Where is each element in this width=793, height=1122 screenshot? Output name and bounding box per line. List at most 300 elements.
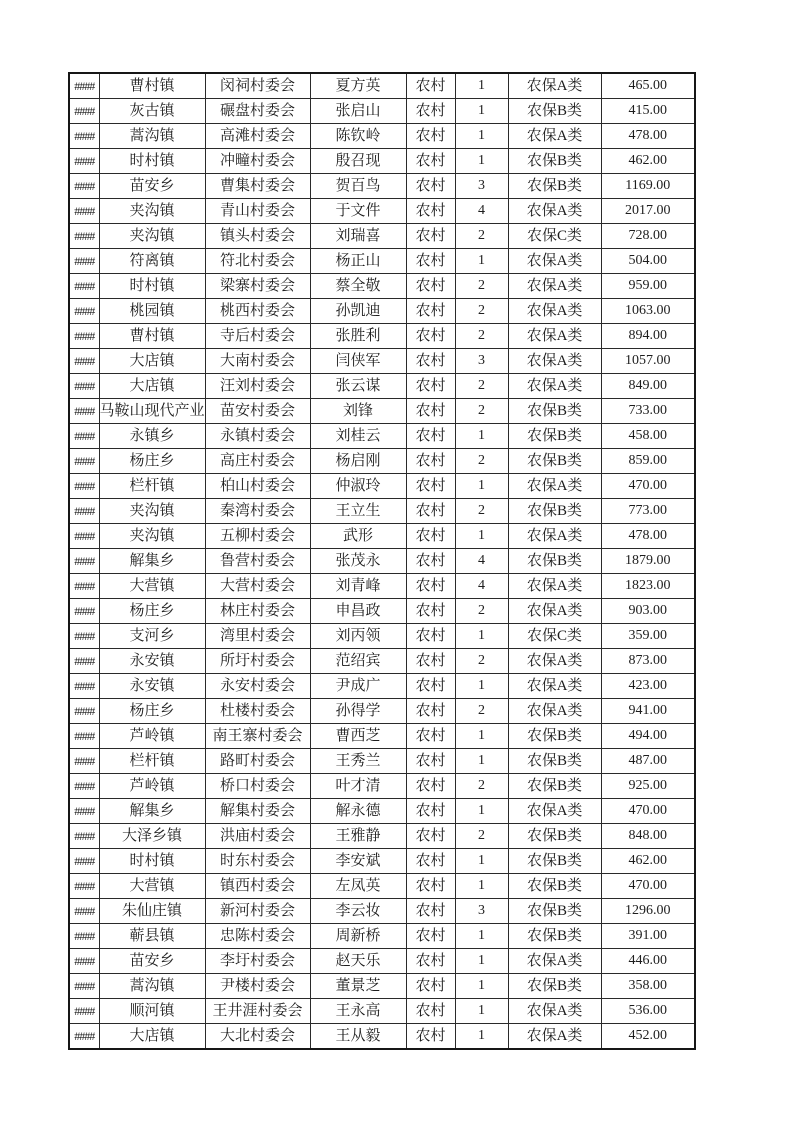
- cell-village: 高滩村委会: [205, 124, 310, 149]
- cell-count: 1: [455, 924, 508, 949]
- cell-town: 蕲县镇: [99, 924, 205, 949]
- cell-count: 3: [455, 899, 508, 924]
- cell-amount: 1879.00: [601, 549, 695, 574]
- cell-type: 农村: [406, 224, 455, 249]
- cell-type: 农村: [406, 899, 455, 924]
- table-row: [69, 499, 695, 524]
- cell-town: 栏杆镇: [99, 749, 205, 774]
- spreadsheet-page: [68, 72, 696, 1050]
- cell-village: 林庄村委会: [205, 599, 310, 624]
- cell-category: 农保A类: [508, 999, 601, 1024]
- cell-town: 大店镇: [99, 349, 205, 374]
- cell-village: 高庄村委会: [205, 449, 310, 474]
- cell-count: 1: [455, 1024, 508, 1050]
- cell-town: 栏杆镇: [99, 474, 205, 499]
- cell-count: 4: [455, 199, 508, 224]
- cell-count: 1: [455, 474, 508, 499]
- cell-type: 农村: [406, 449, 455, 474]
- cell-type: 农村: [406, 149, 455, 174]
- cell-type: 农村: [406, 799, 455, 824]
- cell-amount: 452.00: [601, 1024, 695, 1050]
- cell-town: 解集乡: [99, 549, 205, 574]
- cell-village: 湾里村委会: [205, 624, 310, 649]
- cell-category: 农保A类: [508, 199, 601, 224]
- cell-amount: 462.00: [601, 149, 695, 174]
- cell-type: 农村: [406, 974, 455, 999]
- cell-town: 夹沟镇: [99, 524, 205, 549]
- cell-village: 永镇村委会: [205, 424, 310, 449]
- cell-count: 1: [455, 974, 508, 999]
- table-row: [69, 224, 695, 249]
- cell-person: 孙凯迪: [310, 299, 406, 324]
- cell-date: ####: [69, 849, 99, 874]
- cell-amount: 1169.00: [601, 174, 695, 199]
- cell-category: 农保B类: [508, 924, 601, 949]
- cell-amount: 478.00: [601, 524, 695, 549]
- cell-type: 农村: [406, 474, 455, 499]
- cell-town: 大泽乡镇: [99, 824, 205, 849]
- cell-count: 1: [455, 424, 508, 449]
- table-row: [69, 549, 695, 574]
- cell-village: 桃西村委会: [205, 299, 310, 324]
- cell-count: 1: [455, 624, 508, 649]
- cell-town: 杨庄乡: [99, 449, 205, 474]
- cell-village: 苗安村委会: [205, 399, 310, 424]
- cell-count: 2: [455, 499, 508, 524]
- cell-category: 农保B类: [508, 749, 601, 774]
- cell-category: 农保B类: [508, 424, 601, 449]
- cell-village: 尹楼村委会: [205, 974, 310, 999]
- cell-type: 农村: [406, 124, 455, 149]
- cell-category: 农保B类: [508, 774, 601, 799]
- cell-amount: 391.00: [601, 924, 695, 949]
- cell-village: 闵祠村委会: [205, 73, 310, 99]
- cell-amount: 465.00: [601, 73, 695, 99]
- cell-amount: 487.00: [601, 749, 695, 774]
- cell-town: 符离镇: [99, 249, 205, 274]
- table-row: [69, 699, 695, 724]
- cell-village: 碾盘村委会: [205, 99, 310, 124]
- cell-amount: 1823.00: [601, 574, 695, 599]
- cell-town: 大店镇: [99, 374, 205, 399]
- cell-person: 闫侠军: [310, 349, 406, 374]
- cell-town: 蒿沟镇: [99, 974, 205, 999]
- cell-date: ####: [69, 774, 99, 799]
- table-row: [69, 874, 695, 899]
- cell-amount: 773.00: [601, 499, 695, 524]
- table-row: [69, 799, 695, 824]
- cell-type: 农村: [406, 174, 455, 199]
- cell-person: 杨启刚: [310, 449, 406, 474]
- table-row: [69, 724, 695, 749]
- cell-date: ####: [69, 449, 99, 474]
- cell-count: 1: [455, 249, 508, 274]
- cell-count: 3: [455, 349, 508, 374]
- cell-category: 农保B类: [508, 874, 601, 899]
- cell-person: 赵天乐: [310, 949, 406, 974]
- cell-count: 1: [455, 874, 508, 899]
- cell-village: 李圩村委会: [205, 949, 310, 974]
- cell-town: 永镇乡: [99, 424, 205, 449]
- cell-person: 陈钦岭: [310, 124, 406, 149]
- cell-category: 农保A类: [508, 699, 601, 724]
- cell-category: 农保B类: [508, 449, 601, 474]
- cell-amount: 733.00: [601, 399, 695, 424]
- cell-date: ####: [69, 324, 99, 349]
- cell-date: ####: [69, 199, 99, 224]
- table-row: [69, 374, 695, 399]
- cell-village: 鲁营村委会: [205, 549, 310, 574]
- cell-person: 尹成广: [310, 674, 406, 699]
- cell-village: 永安村委会: [205, 674, 310, 699]
- cell-person: 武形: [310, 524, 406, 549]
- cell-village: 大南村委会: [205, 349, 310, 374]
- table-row: [69, 949, 695, 974]
- cell-type: 农村: [406, 774, 455, 799]
- cell-type: 农村: [406, 424, 455, 449]
- cell-type: 农村: [406, 599, 455, 624]
- cell-category: 农保C类: [508, 224, 601, 249]
- cell-person: 董景芝: [310, 974, 406, 999]
- table-row: [69, 349, 695, 374]
- cell-person: 叶才清: [310, 774, 406, 799]
- cell-person: 仲淑玲: [310, 474, 406, 499]
- table-row: [69, 524, 695, 549]
- cell-village: 秦湾村委会: [205, 499, 310, 524]
- cell-date: ####: [69, 174, 99, 199]
- cell-count: 1: [455, 149, 508, 174]
- table-row: [69, 124, 695, 149]
- cell-count: 4: [455, 574, 508, 599]
- cell-date: ####: [69, 899, 99, 924]
- cell-category: 农保B类: [508, 724, 601, 749]
- cell-amount: 458.00: [601, 424, 695, 449]
- cell-town: 蒿沟镇: [99, 124, 205, 149]
- cell-amount: 470.00: [601, 799, 695, 824]
- cell-town: 支河乡: [99, 624, 205, 649]
- cell-category: 农保B类: [508, 174, 601, 199]
- cell-person: 张茂永: [310, 549, 406, 574]
- cell-date: ####: [69, 624, 99, 649]
- cell-town: 大营镇: [99, 874, 205, 899]
- table-row: [69, 1024, 695, 1050]
- cell-person: 张云谋: [310, 374, 406, 399]
- cell-town: 夹沟镇: [99, 499, 205, 524]
- cell-count: 2: [455, 649, 508, 674]
- cell-village: 镇西村委会: [205, 874, 310, 899]
- cell-amount: 873.00: [601, 649, 695, 674]
- cell-category: 农保A类: [508, 674, 601, 699]
- cell-category: 农保B类: [508, 549, 601, 574]
- cell-date: ####: [69, 924, 99, 949]
- cell-count: 2: [455, 774, 508, 799]
- cell-amount: 446.00: [601, 949, 695, 974]
- cell-town: 顺河镇: [99, 999, 205, 1024]
- cell-type: 农村: [406, 274, 455, 299]
- table-row: [69, 674, 695, 699]
- table-row: [69, 599, 695, 624]
- cell-date: ####: [69, 1024, 99, 1050]
- cell-count: 1: [455, 724, 508, 749]
- cell-date: ####: [69, 799, 99, 824]
- table-row: [69, 424, 695, 449]
- cell-village: 符北村委会: [205, 249, 310, 274]
- cell-amount: 1296.00: [601, 899, 695, 924]
- cell-town: 永安镇: [99, 674, 205, 699]
- cell-date: ####: [69, 824, 99, 849]
- cell-count: 4: [455, 549, 508, 574]
- cell-count: 3: [455, 174, 508, 199]
- cell-count: 2: [455, 599, 508, 624]
- table-row: [69, 624, 695, 649]
- cell-category: 农保B类: [508, 899, 601, 924]
- cell-count: 1: [455, 124, 508, 149]
- table-row: [69, 849, 695, 874]
- cell-date: ####: [69, 749, 99, 774]
- cell-count: 1: [455, 73, 508, 99]
- cell-person: 王雅静: [310, 824, 406, 849]
- cell-type: 农村: [406, 299, 455, 324]
- cell-amount: 2017.00: [601, 199, 695, 224]
- table-row: [69, 73, 695, 99]
- cell-type: 农村: [406, 724, 455, 749]
- cell-type: 农村: [406, 549, 455, 574]
- cell-person: 刘锋: [310, 399, 406, 424]
- cell-amount: 358.00: [601, 974, 695, 999]
- cell-category: 农保A类: [508, 249, 601, 274]
- cell-town: 芦岭镇: [99, 774, 205, 799]
- cell-category: 农保C类: [508, 624, 601, 649]
- cell-count: 2: [455, 299, 508, 324]
- cell-town: 夹沟镇: [99, 224, 205, 249]
- cell-type: 农村: [406, 674, 455, 699]
- cell-count: 1: [455, 999, 508, 1024]
- cell-amount: 462.00: [601, 849, 695, 874]
- cell-person: 左凤英: [310, 874, 406, 899]
- cell-category: 农保A类: [508, 274, 601, 299]
- cell-date: ####: [69, 474, 99, 499]
- table-row: [69, 574, 695, 599]
- cell-category: 农保A类: [508, 124, 601, 149]
- cell-town: 时村镇: [99, 274, 205, 299]
- cell-category: 农保A类: [508, 949, 601, 974]
- cell-date: ####: [69, 949, 99, 974]
- cell-type: 农村: [406, 99, 455, 124]
- cell-amount: 359.00: [601, 624, 695, 649]
- cell-person: 于文件: [310, 199, 406, 224]
- data-table: [68, 72, 696, 1050]
- cell-person: 王从毅: [310, 1024, 406, 1050]
- cell-person: 张胜利: [310, 324, 406, 349]
- cell-village: 南王寨村委会: [205, 724, 310, 749]
- cell-person: 申昌政: [310, 599, 406, 624]
- cell-date: ####: [69, 999, 99, 1024]
- cell-town: 桃园镇: [99, 299, 205, 324]
- cell-category: 农保B类: [508, 849, 601, 874]
- cell-town: 大营镇: [99, 574, 205, 599]
- cell-date: ####: [69, 73, 99, 99]
- cell-type: 农村: [406, 574, 455, 599]
- table-row: [69, 399, 695, 424]
- cell-village: 镇头村委会: [205, 224, 310, 249]
- table-row: [69, 199, 695, 224]
- cell-person: 张启山: [310, 99, 406, 124]
- table-row: [69, 449, 695, 474]
- cell-type: 农村: [406, 1024, 455, 1050]
- table-row: [69, 649, 695, 674]
- cell-type: 农村: [406, 849, 455, 874]
- cell-village: 王井涯村委会: [205, 999, 310, 1024]
- cell-amount: 859.00: [601, 449, 695, 474]
- cell-village: 所圩村委会: [205, 649, 310, 674]
- cell-type: 农村: [406, 349, 455, 374]
- cell-amount: 848.00: [601, 824, 695, 849]
- cell-village: 梁寨村委会: [205, 274, 310, 299]
- cell-count: 2: [455, 824, 508, 849]
- cell-category: 农保B类: [508, 399, 601, 424]
- cell-count: 1: [455, 799, 508, 824]
- cell-amount: 470.00: [601, 474, 695, 499]
- cell-date: ####: [69, 524, 99, 549]
- cell-count: 2: [455, 699, 508, 724]
- cell-count: 2: [455, 224, 508, 249]
- cell-town: 曹村镇: [99, 324, 205, 349]
- cell-village: 解集村委会: [205, 799, 310, 824]
- cell-count: 2: [455, 324, 508, 349]
- cell-person: 刘瑞喜: [310, 224, 406, 249]
- cell-count: 1: [455, 849, 508, 874]
- cell-village: 大北村委会: [205, 1024, 310, 1050]
- cell-town: 朱仙庄镇: [99, 899, 205, 924]
- cell-category: 农保A类: [508, 649, 601, 674]
- cell-town: 杨庄乡: [99, 699, 205, 724]
- cell-village: 柏山村委会: [205, 474, 310, 499]
- table-row: [69, 774, 695, 799]
- cell-amount: 470.00: [601, 874, 695, 899]
- cell-town: 曹村镇: [99, 73, 205, 99]
- cell-category: 农保A类: [508, 1024, 601, 1050]
- table-row: [69, 924, 695, 949]
- cell-date: ####: [69, 399, 99, 424]
- cell-date: ####: [69, 249, 99, 274]
- table-row: [69, 749, 695, 774]
- table-row: [69, 299, 695, 324]
- cell-village: 汪刘村委会: [205, 374, 310, 399]
- cell-date: ####: [69, 599, 99, 624]
- cell-category: 农保A类: [508, 299, 601, 324]
- cell-count: 1: [455, 749, 508, 774]
- cell-person: 蔡全敬: [310, 274, 406, 299]
- cell-category: 农保A类: [508, 324, 601, 349]
- cell-type: 农村: [406, 524, 455, 549]
- cell-person: 范绍宾: [310, 649, 406, 674]
- cell-town: 永安镇: [99, 649, 205, 674]
- cell-type: 农村: [406, 73, 455, 99]
- cell-village: 青山村委会: [205, 199, 310, 224]
- table-row: [69, 899, 695, 924]
- cell-person: 杨正山: [310, 249, 406, 274]
- cell-village: 大营村委会: [205, 574, 310, 599]
- cell-count: 1: [455, 524, 508, 549]
- cell-date: ####: [69, 424, 99, 449]
- cell-town: 马鞍山现代产业: [99, 399, 205, 424]
- cell-town: 时村镇: [99, 149, 205, 174]
- cell-person: 王秀兰: [310, 749, 406, 774]
- cell-category: 农保B类: [508, 149, 601, 174]
- cell-count: 2: [455, 399, 508, 424]
- cell-count: 2: [455, 449, 508, 474]
- cell-amount: 504.00: [601, 249, 695, 274]
- cell-person: 王立生: [310, 499, 406, 524]
- cell-amount: 903.00: [601, 599, 695, 624]
- cell-count: 2: [455, 274, 508, 299]
- cell-date: ####: [69, 274, 99, 299]
- cell-date: ####: [69, 549, 99, 574]
- table-row: [69, 474, 695, 499]
- cell-person: 贺百鸟: [310, 174, 406, 199]
- cell-type: 农村: [406, 924, 455, 949]
- cell-village: 寺后村委会: [205, 324, 310, 349]
- cell-category: 农保B类: [508, 974, 601, 999]
- cell-category: 农保B类: [508, 824, 601, 849]
- cell-village: 杜楼村委会: [205, 699, 310, 724]
- cell-person: 曹西芝: [310, 724, 406, 749]
- cell-person: 李云妆: [310, 899, 406, 924]
- cell-amount: 894.00: [601, 324, 695, 349]
- cell-town: 时村镇: [99, 849, 205, 874]
- cell-person: 刘桂云: [310, 424, 406, 449]
- cell-category: 农保A类: [508, 524, 601, 549]
- cell-category: 农保A类: [508, 374, 601, 399]
- cell-date: ####: [69, 499, 99, 524]
- cell-count: 1: [455, 949, 508, 974]
- cell-date: ####: [69, 374, 99, 399]
- cell-count: 1: [455, 674, 508, 699]
- table-row: [69, 274, 695, 299]
- cell-amount: 849.00: [601, 374, 695, 399]
- cell-amount: 536.00: [601, 999, 695, 1024]
- cell-type: 农村: [406, 999, 455, 1024]
- cell-date: ####: [69, 299, 99, 324]
- cell-type: 农村: [406, 249, 455, 274]
- cell-type: 农村: [406, 199, 455, 224]
- cell-type: 农村: [406, 399, 455, 424]
- cell-type: 农村: [406, 499, 455, 524]
- cell-category: 农保B类: [508, 499, 601, 524]
- cell-village: 冲疃村委会: [205, 149, 310, 174]
- cell-date: ####: [69, 99, 99, 124]
- cell-town: 大店镇: [99, 1024, 205, 1050]
- cell-date: ####: [69, 699, 99, 724]
- table-row: [69, 99, 695, 124]
- cell-village: 五柳村委会: [205, 524, 310, 549]
- cell-person: 李安斌: [310, 849, 406, 874]
- cell-category: 农保A类: [508, 73, 601, 99]
- cell-person: 王永高: [310, 999, 406, 1024]
- cell-village: 忠陈村委会: [205, 924, 310, 949]
- cell-count: 2: [455, 374, 508, 399]
- cell-amount: 494.00: [601, 724, 695, 749]
- cell-type: 农村: [406, 749, 455, 774]
- cell-count: 1: [455, 99, 508, 124]
- cell-town: 芦岭镇: [99, 724, 205, 749]
- cell-date: ####: [69, 124, 99, 149]
- cell-category: 农保A类: [508, 474, 601, 499]
- cell-type: 农村: [406, 624, 455, 649]
- cell-village: 桥口村委会: [205, 774, 310, 799]
- cell-person: 刘丙领: [310, 624, 406, 649]
- cell-date: ####: [69, 349, 99, 374]
